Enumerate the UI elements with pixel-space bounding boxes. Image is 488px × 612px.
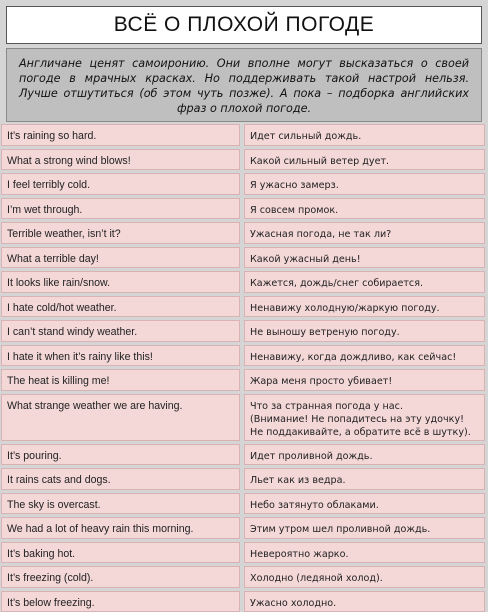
phrase-english: The heat is killing me! xyxy=(1,369,240,391)
phrase-russian xyxy=(244,566,485,588)
phrase-russian xyxy=(244,591,485,612)
phrase-russian xyxy=(244,124,485,146)
phrase-russian-line: Не поддакивайте, а обратите всё в шутку). xyxy=(250,426,484,439)
phrase-english: I feel terribly cold. xyxy=(1,173,240,195)
phrase-russian-line: Ненавижу, когда дождливо, как сейчас! xyxy=(250,352,456,363)
phrase-russian-line: Я совсем промок. xyxy=(250,205,338,216)
phrase-russian-line: Жара меня просто убивает! xyxy=(250,376,392,387)
phrase-russian xyxy=(244,394,485,441)
phrase-english: It looks like rain/snow. xyxy=(1,271,240,293)
phrase-english: It’s freezing (cold). xyxy=(1,566,240,588)
phrase-russian xyxy=(244,271,485,293)
phrase-russian-line: Идет проливной дождь. xyxy=(250,451,373,462)
phrase-english: I hate it when it’s rainy like this! xyxy=(1,345,240,367)
phrase-english: I hate cold/hot weather. xyxy=(1,296,240,318)
phrase-english: It’s baking hot. xyxy=(1,542,240,564)
phrase-russian-line: Кажется, дождь/снег собирается. xyxy=(250,278,423,289)
phrase-russian xyxy=(244,369,485,391)
phrase-russian-line: (Внимание! Не попадитесь на эту удочку! xyxy=(250,413,484,426)
phrase-russian xyxy=(244,247,485,269)
phrase-russian xyxy=(244,345,485,367)
phrase-russian-line: Идет сильный дождь. xyxy=(250,131,361,142)
phrase-english: What a strong wind blows! xyxy=(1,149,240,171)
phrase-english: It’s raining so hard. xyxy=(1,124,240,146)
phrase-russian-line: Какой сильный ветер дует. xyxy=(250,156,389,167)
phrase-russian-line: Небо затянуто облаками. xyxy=(250,500,379,511)
phrase-russian xyxy=(244,320,485,342)
phrase-english: What strange weather we are having. xyxy=(1,394,240,441)
phrase-russian-line: Льет как из ведра. xyxy=(250,475,346,486)
intro-paragraph: Англичане ценят самоиронию. Они вполне могут высказаться о своей погоде в мрачных красках. Но поддерживать такой настрой нельзя. Лучше отшутиться (об этом чуть позже). А пока – подборка английских фраз о плохой погоде. xyxy=(6,48,482,122)
phrase-russian xyxy=(244,468,485,490)
phrase-table xyxy=(1,124,485,612)
phrase-english: Terrible weather, isn’t it? xyxy=(1,222,240,244)
phrase-russian-line: Невероятно жарко. xyxy=(250,549,349,560)
phrase-russian xyxy=(244,493,485,515)
phrase-russian xyxy=(244,198,485,220)
phrase-russian-line: Этим утром шел проливной дождь. xyxy=(250,524,430,535)
phrase-english: We had a lot of heavy rain this morning. xyxy=(1,517,240,539)
phrase-russian-line: Что за странная погода у нас. xyxy=(250,400,484,413)
phrase-english: I’m wet through. xyxy=(1,198,240,220)
page-title: ВСЁ О ПЛОХОЙ ПОГОДЕ xyxy=(6,6,482,44)
phrase-russian xyxy=(244,173,485,195)
phrase-english: It’s below freezing. xyxy=(1,591,240,612)
phrase-english: What a terrible day! xyxy=(1,247,240,269)
phrase-english: It’s pouring. xyxy=(1,444,240,466)
phrase-russian-line: Ужасно холодно. xyxy=(250,598,336,609)
phrase-russian xyxy=(244,542,485,564)
phrase-english: The sky is overcast. xyxy=(1,493,240,515)
phrase-english: I can’t stand windy weather. xyxy=(1,320,240,342)
phrase-russian-line: Какой ужасный день! xyxy=(250,254,361,265)
phrase-russian-line: Холодно (ледяной холод). xyxy=(250,573,383,584)
phrase-russian xyxy=(244,296,485,318)
phrase-russian-line: Я ужасно замерз. xyxy=(250,180,339,191)
phrase-russian xyxy=(244,444,485,466)
phrase-russian-line: Ужасная погода, не так ли? xyxy=(250,229,391,240)
phrase-russian-line: Ненавижу холодную/жаркую погоду. xyxy=(250,303,440,314)
phrase-russian xyxy=(244,149,485,171)
phrase-russian-line: Не выношу ветреную погоду. xyxy=(250,327,400,338)
phrase-russian xyxy=(244,517,485,539)
phrase-russian xyxy=(244,222,485,244)
phrase-english: It rains cats and dogs. xyxy=(1,468,240,490)
